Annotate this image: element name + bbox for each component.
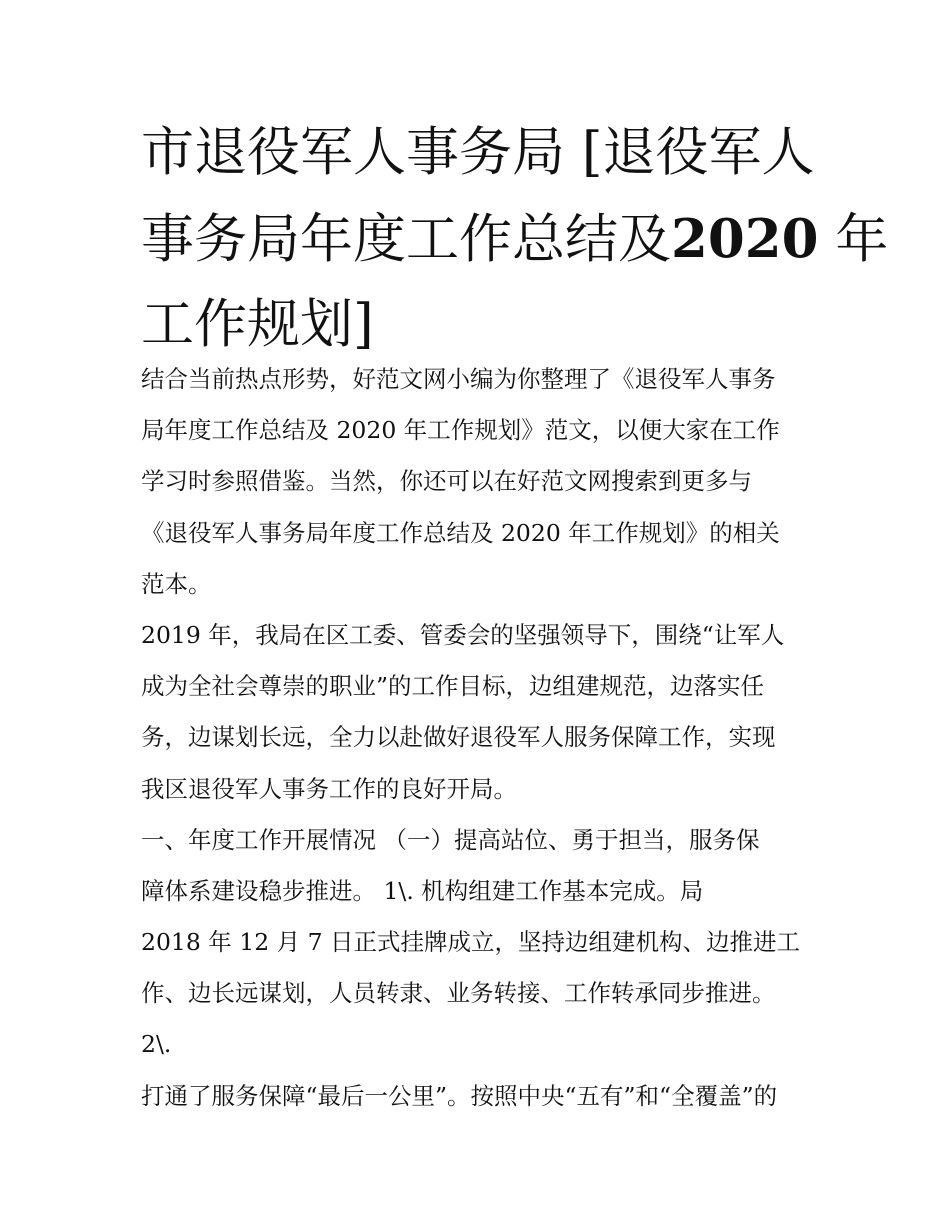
text-line: 局年度工作总结及 2020 年工作规划》范文，以便大家在工作 xyxy=(141,416,780,445)
text-line: 障体系建设稳步推进。 1\. 机构组建工作基本完成。局 xyxy=(141,876,704,905)
paragraph-summary-2019 xyxy=(141,610,831,815)
title-text: 年 xyxy=(835,209,889,270)
paragraph-intro xyxy=(141,354,831,610)
paragraph-section-one xyxy=(141,815,831,1071)
text-line: 我区退役军人事务工作的良好开局。 xyxy=(141,774,517,803)
text-line: 学习时参照借鉴。当然，你还可以在好范文网搜索到更多与 xyxy=(141,467,752,496)
document-body xyxy=(141,354,831,1122)
text-line: 《退役军人事务局年度工作总结及 2020 年工作规划》的相关 xyxy=(141,518,780,547)
title-line: 工作规划] xyxy=(141,294,374,355)
text-line: 2019 年，我局在区工委、管委会的坚强领导下，围绕“让军人 xyxy=(141,620,785,649)
text-line: 务，边谋划长远，全力以赴做好退役军人服务保障工作，实现 xyxy=(141,723,776,752)
title-year: 2020 xyxy=(671,208,819,270)
text-line: 2\. xyxy=(141,1030,172,1059)
paragraph-service-coverage xyxy=(141,1071,831,1122)
text-line: 作、边长远谋划，人员转隶、业务转接、工作转承同步推进。 xyxy=(141,979,776,1008)
text-line: 2018 年 12 月 7 日正式挂牌成立，坚持边组建机构、边推进工 xyxy=(141,928,801,957)
text-line: 成为全社会尊崇的职业”的工作目标，边组建规范，边落实任 xyxy=(141,672,765,701)
text-line: 范本。 xyxy=(141,569,212,598)
title-text: 事务局年度工作总结及 xyxy=(141,209,671,270)
text-line: 结合当前热点形势，好范文网小编为你整理了《退役军人事务 xyxy=(141,365,776,393)
title-line xyxy=(141,196,889,282)
text-line: 一、年度工作开展情况 （一）提高站位、勇于担当，服务保 xyxy=(141,825,760,854)
title-line: 市退役军人事务局 [退役军人 xyxy=(141,122,815,183)
document-title xyxy=(141,110,889,368)
text-line: 打通了服务保障“最后一公里”。按照中央“五有”和“全覆盖”的 xyxy=(141,1081,778,1110)
